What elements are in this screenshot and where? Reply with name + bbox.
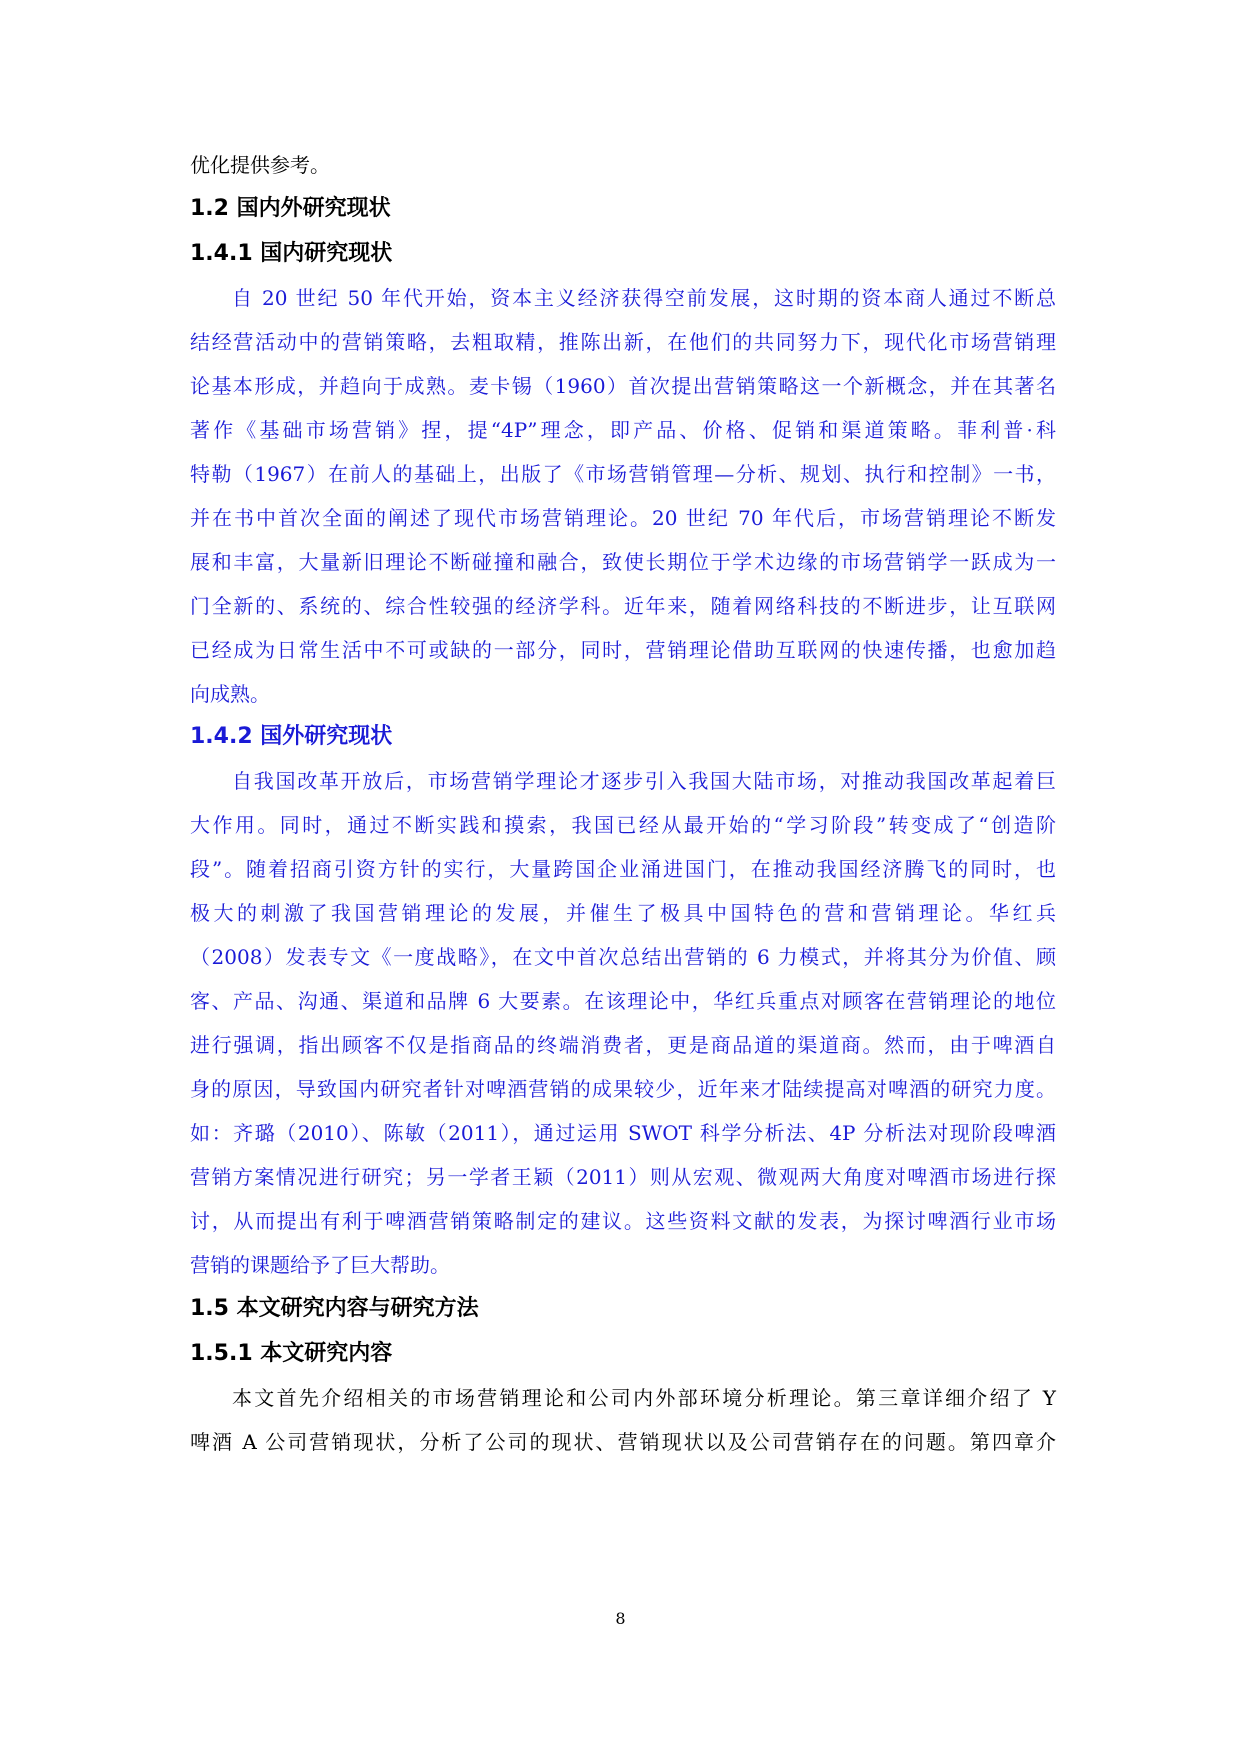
- section-heading-1-5: 1.5 本文研究内容与研究方法: [190, 1296, 479, 1321]
- domestic-paragraph-line: 特勒（1967）在前人的基础上，出版了《市场营销管理—分析、规划、执行和控制》一书，: [190, 462, 1056, 486]
- domestic-paragraph-line: 著作《基础市场营销》捏，提“4P”理念，即产品、价格、促销和渠道策略。菲利普·科: [190, 418, 1056, 442]
- foreign-paragraph-line: 进行强调，指出顾客不仅是指商品的终端消费者，更是商品道的渠道商。然而，由于啤酒自: [190, 1033, 1056, 1057]
- foreign-paragraph-line: 如：齐璐（2010）、陈敏（2011），通过运用 SWOT 科学分析法、4P 分析法对现阶段啤酒: [190, 1121, 1056, 1145]
- foreign-paragraph-line: 段”。随着招商引资方针的实行，大量跨国企业涌进国门，在推动我国经济腾飞的同时，也: [190, 857, 1056, 881]
- foreign-paragraph-line: 营销方案情况进行研究；另一学者王颖（2011）则从宏观、微观两大角度对啤酒市场进行探: [190, 1165, 1056, 1189]
- domestic-paragraph-line: 自 20 世纪 50 年代开始，资本主义经济获得空前发展，这时期的资本商人通过不断总: [232, 286, 1056, 310]
- section-heading-1-5-1: 1.5.1 本文研究内容: [190, 1341, 393, 1366]
- foreign-paragraph-line: 营销的课题给予了巨大帮助。: [190, 1253, 450, 1277]
- domestic-paragraph-line: 展和丰富，大量新旧理论不断碰撞和融合，致使长期位于学术边缘的市场营销学一跃成为一: [190, 550, 1056, 574]
- foreign-paragraph-line: 讨，从而提出有利于啤酒营销策略制定的建议。这些资料文献的发表，为探讨啤酒行业市场: [190, 1209, 1056, 1233]
- domestic-paragraph-line: 门全新的、系统的、综合性较强的经济学科。近年来，随着网络科技的不断进步，让互联网: [190, 594, 1056, 618]
- foreign-paragraph-line: 身的原因，导致国内研究者针对啤酒营销的成果较少，近年来才陆续提高对啤酒的研究力度。: [190, 1077, 1056, 1101]
- intro-line: 优化提供参考。: [190, 153, 330, 177]
- domestic-paragraph-line: 并在书中首次全面的阐述了现代市场营销理论。20 世纪 70 年代后，市场营销理论不断发: [190, 506, 1056, 530]
- domestic-paragraph-line: 结经营活动中的营销策略，去粗取精，推陈出新，在他们的共同努力下，现代化市场营销理: [190, 330, 1056, 354]
- foreign-paragraph-line: （2008）发表专文《一度战略》，在文中首次总结出营销的 6 力模式，并将其分为价值、顾: [190, 945, 1056, 969]
- section-heading-1-4-1: 1.4.1 国内研究现状: [190, 241, 393, 266]
- domestic-paragraph-line: 已经成为日常生活中不可或缺的一部分，同时，营销理论借助互联网的快速传播，也愈加趋: [190, 638, 1056, 662]
- section-heading-1-2: 1.2 国内外研究现状: [190, 196, 391, 221]
- foreign-paragraph-line: 自我国改革开放后，市场营销学理论才逐步引入我国大陆市场，对推动我国改革起着巨: [232, 769, 1056, 793]
- domestic-paragraph-line: 向成熟。: [190, 682, 270, 706]
- content-paragraph-line: 本文首先介绍相关的市场营销理论和公司内外部环境分析理论。第三章详细介绍了 Y: [232, 1386, 1056, 1410]
- page-number: 8: [615, 1609, 626, 1628]
- foreign-paragraph-line: 极大的刺激了我国营销理论的发展，并催生了极具中国特色的营和营销理论。华红兵: [190, 901, 1056, 925]
- foreign-paragraph-line: 大作用。同时，通过不断实践和摸索，我国已经从最开始的“学习阶段”转变成了“创造阶: [190, 813, 1056, 837]
- domestic-paragraph-line: 论基本形成，并趋向于成熟。麦卡锡（1960）首次提出营销策略这一个新概念，并在其著名: [190, 374, 1056, 398]
- section-heading-1-4-2: 1.4.2 国外研究现状: [190, 724, 393, 749]
- content-paragraph-line: 啤酒 A 公司营销现状，分析了公司的现状、营销现状以及公司营销存在的问题。第四章介: [190, 1430, 1056, 1454]
- foreign-paragraph-line: 客、产品、沟通、渠道和品牌 6 大要素。在该理论中，华红兵重点对顾客在营销理论的地位: [190, 989, 1056, 1013]
